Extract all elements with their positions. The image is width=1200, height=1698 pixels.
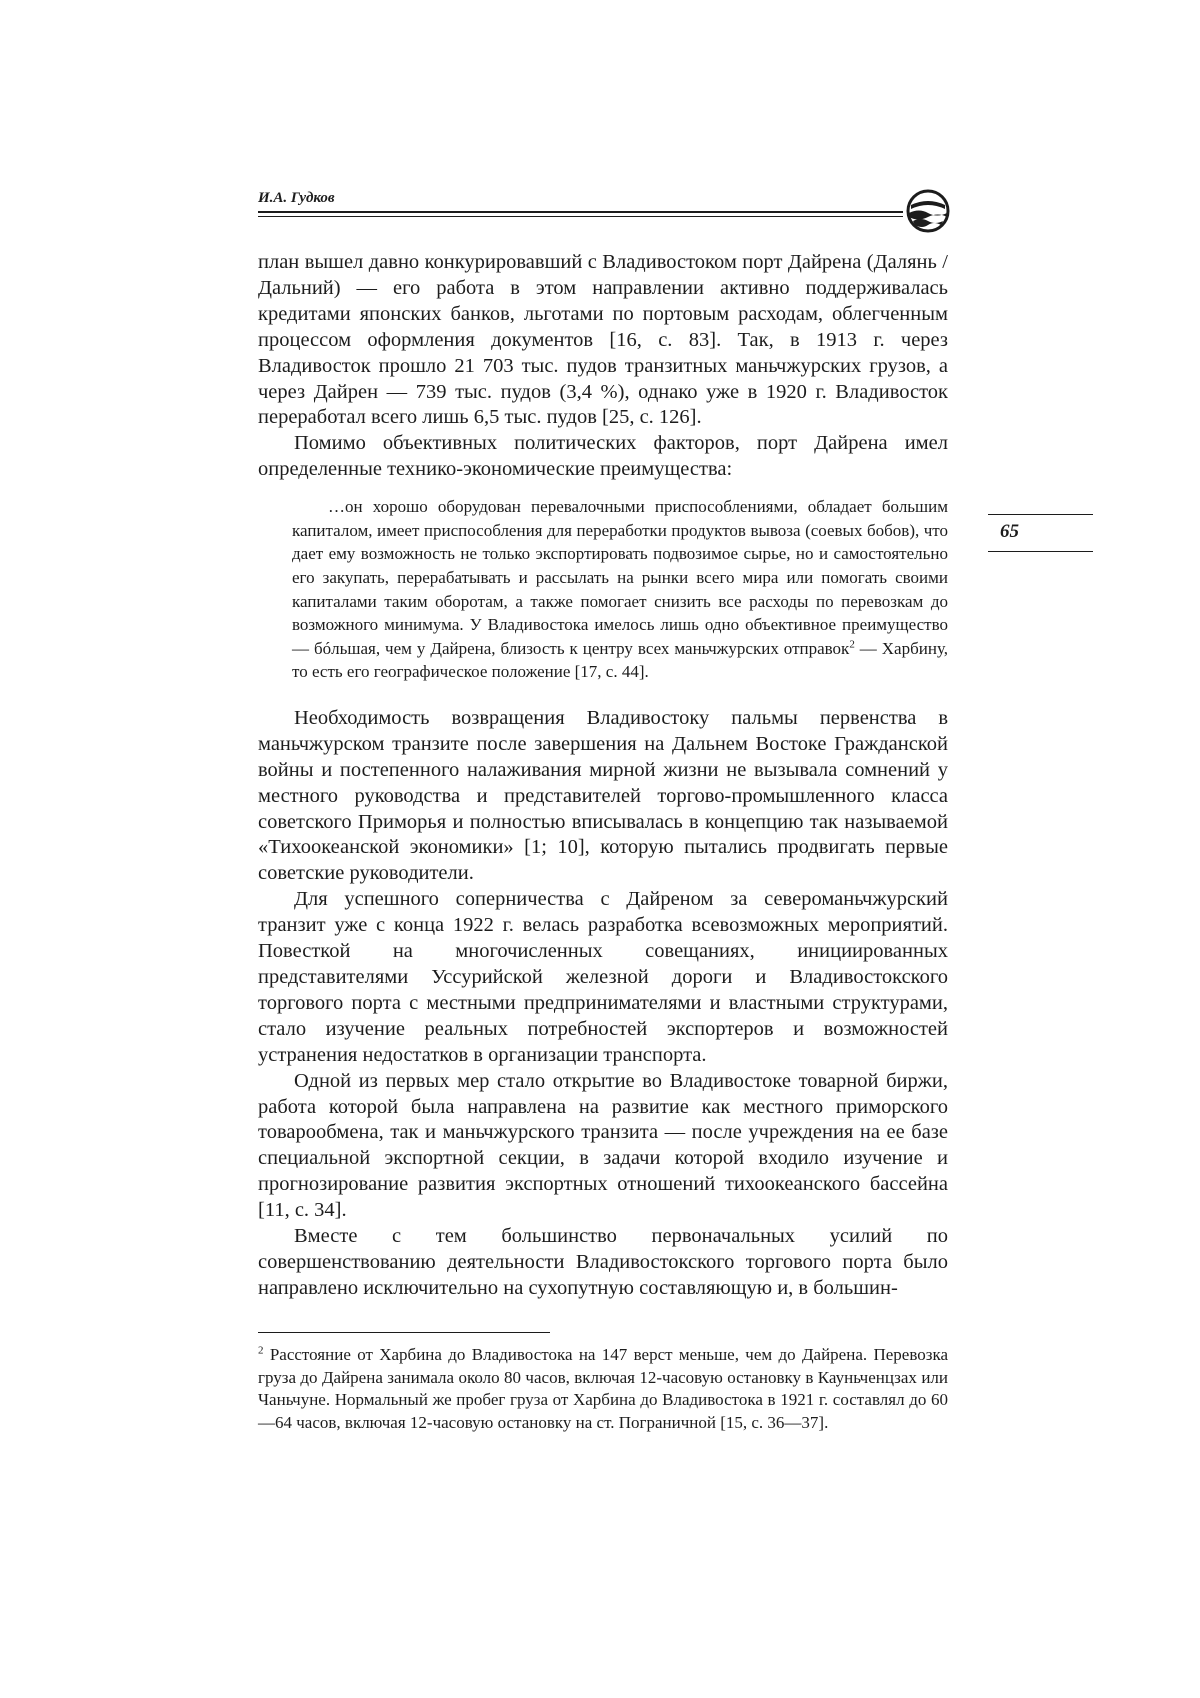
block-quote-text <box>292 495 948 684</box>
quote-text-part-2: — Харбину, то есть его географическое положение [17, с. 44]. <box>292 638 948 682</box>
main-text <box>258 250 948 1302</box>
body-paragraph-2: Помимо объективных политических факторов, порт Дайрена имел определенные технико-экономические преимущества: <box>258 432 948 481</box>
body-paragraph-1: план вышел давно конкурировавший с Владивостоком порт Дайрена (Далянь / Дальний) — его работа в этом направлении активно поддерживалась кредитами японских банков, льготами по портовым расходам, облегченным процессом оформления документов [16, с. 83]. Так, в 1913 г. через Владивосток прошло 21 703 тыс. пудов транзитных маньчжурских грузов, а через Дайрен — 739 тыс. пудов (3,4 %), однако уже в 1920 г. Владивосток переработал всего лишь 6,5 тыс. пудов [25, с. 126]. <box>258 251 948 429</box>
footnote-separator <box>258 1332 550 1333</box>
quote-text-part-1: …он хорошо оборудован перевалочными приспособлениями, обладает большим капиталом, имеет приспособления для переработки продуктов вывоза (соевых бобов), что дает ему возможность не только экспортировать подвозимое сырье, но и самостоятельно его закупать, перерабатывать и рассылать на рынки всего мира или помогать своими капиталами таким оборотам, а также помогает снизить все расходы по перевозкам до возможного минимума. У Владивостока имелось лишь одно объективное преимущество — бóльшая, чем у Дайрена, близость к центру всех маньчжурских отправок <box>292 497 948 658</box>
running-head-author: И.А. Гудков <box>258 190 335 206</box>
footnote-reference: 2 <box>849 638 855 651</box>
footnote <box>258 1344 948 1434</box>
footnote-text: Расстояние от Харбина до Владивостока на 147 верст меньше, чем до Дайрена. Перевозка груза до Дайрена занимала около 80 часов, включая 12-часовую остановку в Кауньченцзах или Чаньчуне. Нормальный же пробег груза от Харбина до Владивостока в 1921 г. составлял до 60—64 часов, включая 12-часовую остановку на ст. Пограничной [15, с. 36—37]. <box>258 1345 948 1432</box>
body-paragraph-3: Необходимость возвращения Владивостоку пальмы первенства в маньчжурском транзите после завершения на Дальнем Востоке Гражданской войны и постепенного налаживания мирной жизни не вызывала сомнений у местного руководства и представителей торгово-промышленного класса советского Приморья и полностью вписывалась в концепцию так называемой «Тихоокеанской экономики» [1; 10], которую пытались продвигать первые советские руководители. <box>258 706 948 885</box>
journal-logo-icon <box>905 188 951 234</box>
page-number-box <box>988 514 1093 552</box>
footnote-paragraph <box>258 1344 948 1434</box>
body-paragraph-5: Одной из первых мер стало открытие во Владивостоке товарной биржи, работа которой была направлена на развитие как местного приморского товарообмена, так и маньчжурского транзита — после учреждения на ее базе специальной экспортной секции, в задачи которой входило изучение и прогнозирование развития экспортных отношений тихоокеанского бассейна [11, с. 34]. <box>258 1069 948 1222</box>
body-paragraph-4: Для успешного соперничества с Дайреном за североманьчжурский транзит уже с конца 1922 г. велась разработка всевозможных мероприятий. Повесткой на многочисленных совещаниях, инициированных представителями Уссурийской железной дороги и Владивостокского торгового порта с местными предпринимателями и властными структурами, стало изучение реальных потребностей экспортеров и возможностей устранения недостатков в организации транспорта. <box>258 888 948 1066</box>
page-number: 65 <box>1000 521 1019 542</box>
header-rule-thick <box>258 211 903 213</box>
header-rule-thin <box>258 216 903 217</box>
paragraph-gap <box>258 698 948 706</box>
footnote-mark: 2 <box>258 1344 264 1357</box>
body-paragraph-6: Вместе с тем большинство первоначальных усилий по совершенствованию деятельности Владивостокского торгового порта было направлено исключительно на сухопутную составляющую и, в большин- <box>258 1225 948 1299</box>
block-quote <box>292 495 948 684</box>
